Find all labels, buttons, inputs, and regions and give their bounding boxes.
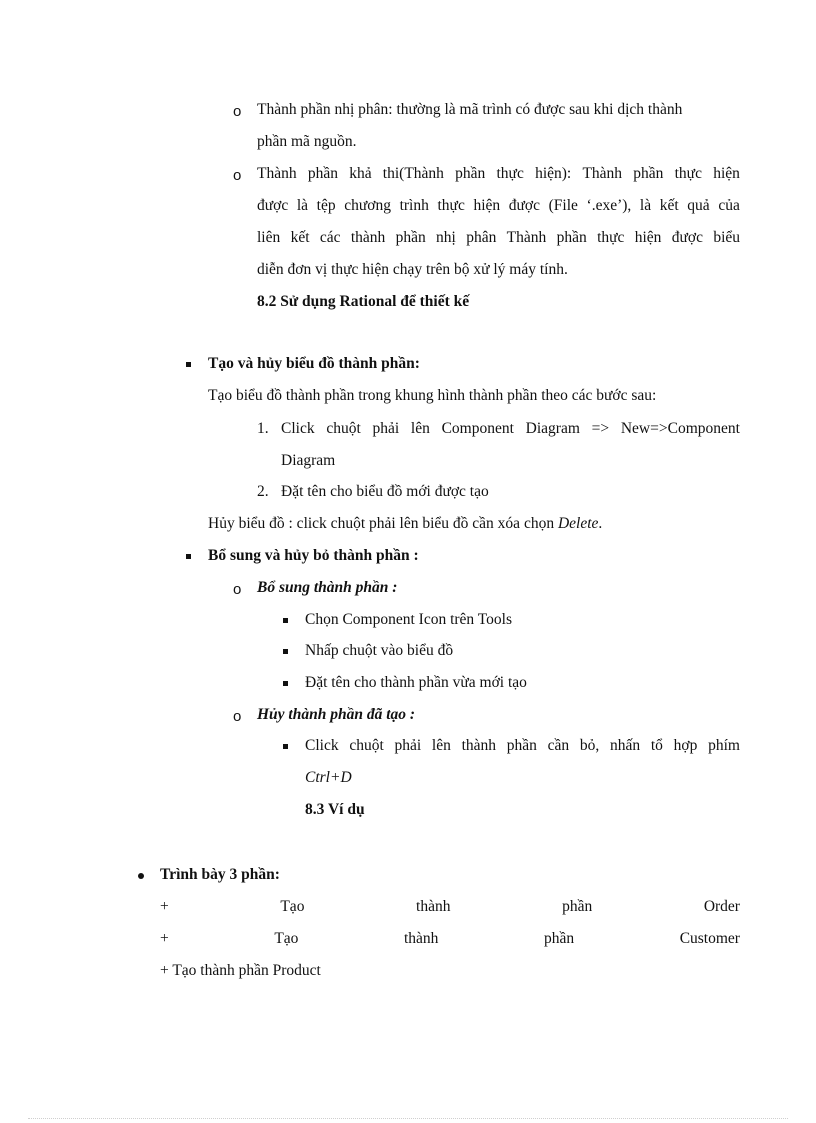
intro-text: Tạo biểu đồ thành phần trong khung hình thành phần theo các bước sau: <box>208 387 657 404</box>
add-step-1: Chọn Component Icon trên Tools <box>305 611 513 628</box>
square-bullet-icon <box>186 554 191 559</box>
circle-bullet-icon: o <box>233 103 242 120</box>
step-number-2: 2. <box>257 483 269 500</box>
list-item-binary-line2: phần mã nguồn. <box>257 133 357 150</box>
present-line-customer: + Tạo thành phần Customer <box>160 930 740 947</box>
square-bullet-icon <box>283 744 288 749</box>
present-line-product: + Tạo thành phần Product <box>160 962 321 979</box>
square-bullet-icon <box>283 649 288 654</box>
subheading-add: Bổ sung thành phần : <box>257 579 398 596</box>
subheading-remove: Hủy thành phần đã tạo : <box>257 706 416 723</box>
list-item-exec-line3: liên kết các thành phần nhị phân Thành phần thực hiện được biểu <box>257 229 740 246</box>
list-item-exec-line4: diễn đơn vị thực hiện chạy trên bộ xử lý máy tính. <box>257 261 568 278</box>
step-number-1: 1. <box>257 420 269 437</box>
square-bullet-icon <box>283 681 288 686</box>
circle-bullet-icon: o <box>233 167 242 184</box>
heading-present: Trình bày 3 phần: <box>160 866 280 883</box>
section-heading-8-2: 8.2 Sử dụng Rational để thiết kế <box>257 293 470 310</box>
add-step-3: Đặt tên cho thành phần vừa mới tạo <box>305 674 527 691</box>
step-1-line2: Diagram <box>281 452 336 469</box>
page-bottom-divider <box>28 1118 788 1119</box>
section-heading-8-3: 8.3 Ví dụ <box>305 801 365 818</box>
heading-add-remove: Bổ sung và hủy bỏ thành phần : <box>208 547 419 564</box>
list-item-binary-line1: Thành phần nhị phân: thường là mã trình có được sau khi dịch thành <box>257 101 683 118</box>
add-step-2: Nhấp chuột vào biểu đồ <box>305 642 454 659</box>
round-bullet-icon <box>138 873 144 879</box>
step-2-text: Đặt tên cho biểu đồ mới được tạo <box>281 483 489 500</box>
square-bullet-icon <box>283 618 288 623</box>
list-item-exec-line2: được là tệp chương trình thực hiện được (File ‘.exe’), là kết quả của <box>257 197 740 214</box>
present-line-order: + Tạo thành phần Order <box>160 898 740 915</box>
remove-step-line1: Click chuột phải lên thành phần cần bỏ, nhấn tổ hợp phím <box>305 737 740 754</box>
heading-create-delete: Tạo và hủy biểu đồ thành phần: <box>208 355 420 372</box>
list-item-exec-line1: Thành phần khả thi(Thành phần thực hiện): Thành phần thực hiện <box>257 165 740 182</box>
remove-step-line2: Ctrl+D <box>305 769 352 786</box>
delete-diagram-text: Hủy biểu đồ : click chuột phải lên biểu đồ cần xóa chọn Delete. <box>208 515 603 532</box>
circle-bullet-icon: o <box>233 708 242 725</box>
step-1-line1: Click chuột phải lên Component Diagram => New=>Component <box>281 420 740 437</box>
square-bullet-icon <box>186 362 191 367</box>
circle-bullet-icon: o <box>233 581 242 598</box>
